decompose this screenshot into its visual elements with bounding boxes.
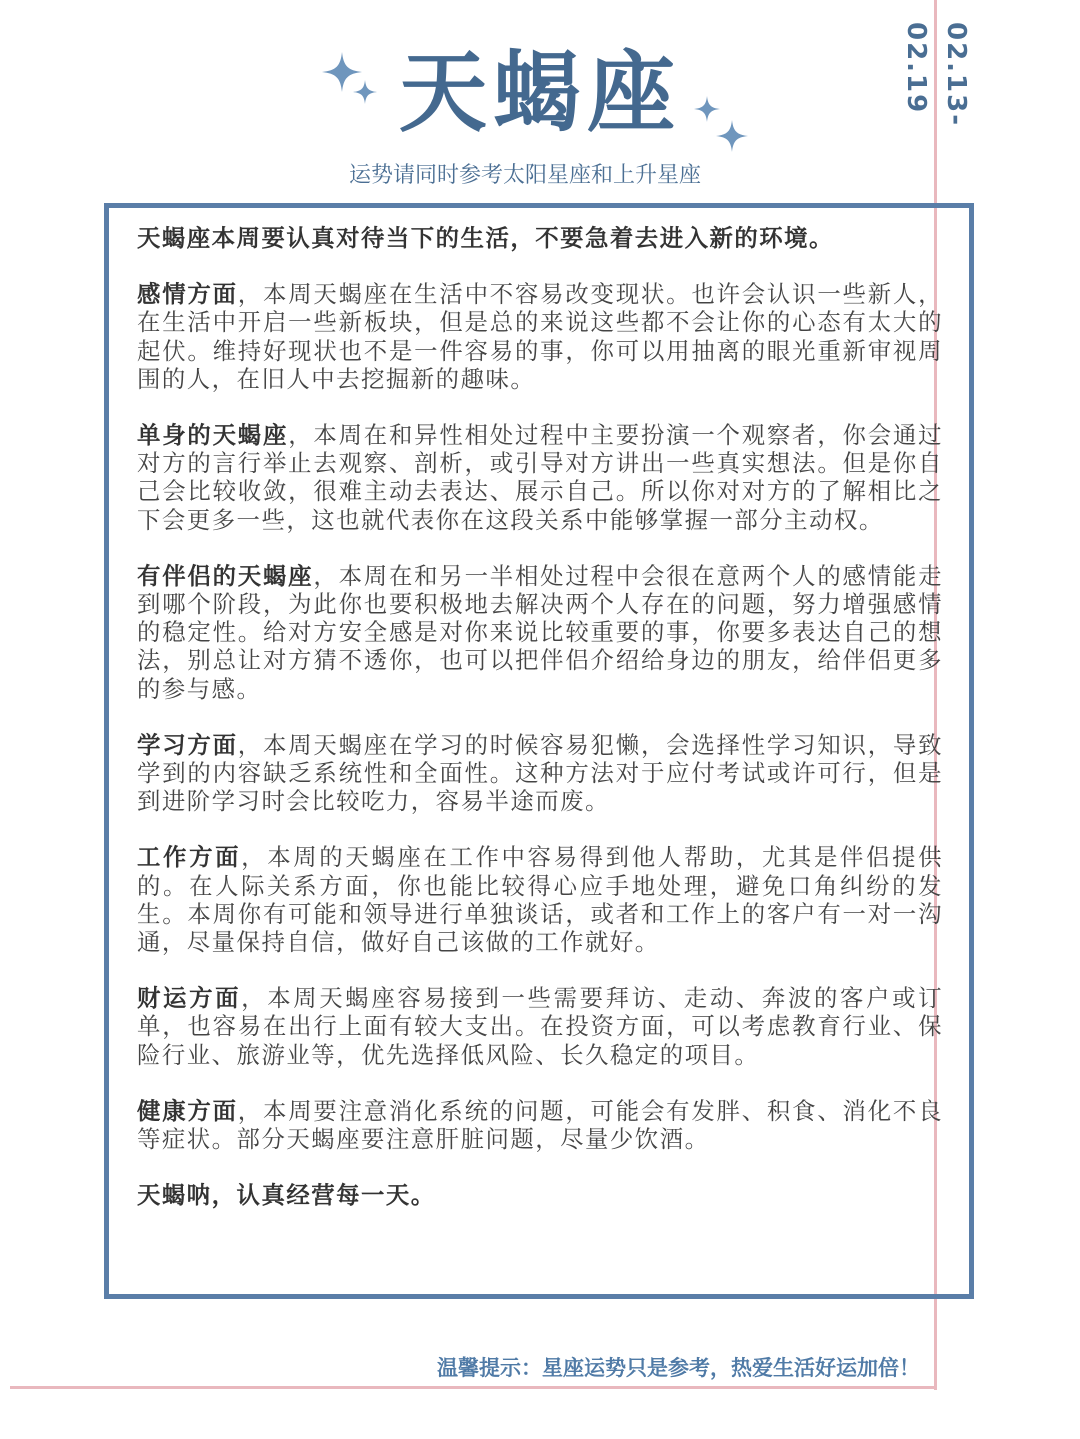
section-text: ，本周天蝎座在学习的时候容易犯懒，会选择性学习知识，导致学到的内容缺乏系统性和全面性。这种方法对于应付考试或许可行，但是到进阶学习时会比较吃力，容易半途而废。 <box>137 730 944 816</box>
section-lead: 工作方面 <box>137 843 242 872</box>
section-text: ，本周在和另一半相处过程中会很在意两个人的感情能走到哪个阶段，为此你也要积极地去解决两个人存在的问题，努力增强感情的稳定性。给对方安全感是对你来说比较重要的事，你要多表达自己的想法，别总让对方猜不透你，也可以把伴侣介绍给身边的朋友，给伴侣更多的参与感。 <box>137 561 944 703</box>
section-work <box>137 843 943 956</box>
section-wealth <box>137 984 943 1069</box>
section-text: ，本周要注意消化系统的问题，可能会有发胖、积食、消化不良等症状。部分天蝎座要注意肝脏问题，尽量少饮酒。 <box>137 1096 944 1154</box>
intro-line: 天蝎座本周要认真对待当下的生活，不要急着去进入新的环境。 <box>137 224 834 252</box>
date-range: 02.13-02.19 <box>901 22 971 128</box>
pink-horizontal-line <box>10 1386 937 1389</box>
section-lead: 感情方面 <box>137 280 238 309</box>
section-text: ，本周天蝎座容易接到一些需要拜访、走动、奔波的客户或订单，也容易在出行上面有较大支出。在投资方面，可以考虑教育行业、保险行业、旅游业等，优先选择低风险、长久稳定的项目。 <box>137 984 944 1069</box>
page-subtitle: 运势请同时参考太阳星座和上升星座 <box>348 163 701 188</box>
closing-line: 天蝎呐，认真经营每一天。 <box>137 1181 436 1210</box>
section-love <box>137 280 943 393</box>
page-title: 天蝎座 <box>398 41 681 144</box>
section-partnered <box>137 562 943 703</box>
horoscope-content-box <box>104 203 974 1299</box>
section-lead: 单身的天蝎座 <box>137 421 289 450</box>
section-text: ，本周在和异性相处过程中主要扮演一个观察者，你会通过对方的言行举止去观察、剖析，或引导对方讲出一些真实想法。但是你自己会比较收敛，很难主动去表达、展示自己。所以你对对方的了解相比之下会更多一些，这也就代表你在这段关系中能够掌握一部分主动权。 <box>137 421 944 534</box>
section-health <box>137 1097 943 1153</box>
section-lead: 健康方面 <box>137 1096 238 1125</box>
section-lead: 有伴侣的天蝎座 <box>137 561 314 590</box>
section-text: ，本周天蝎座在生活中不容易改变现状。也许会认识一些新人，在生活中开启一些新板块，但是总的来说这些都不会让你的心态有太大的起伏。维持好现状也不是一件容易的事，你可以用抽离的眼光重新审视周围的人，在旧人中去挖掘新的趣味。 <box>137 280 944 393</box>
section-single <box>137 421 943 534</box>
section-lead: 学习方面 <box>137 730 238 759</box>
section-study <box>137 731 943 816</box>
section-lead: 财运方面 <box>137 984 242 1013</box>
footer-tip: 温馨提示：星座运势只是参考，热爱生活好运加倍！ <box>437 1356 920 1380</box>
section-text: ，本周的天蝎座在工作中容易得到他人帮助，尤其是伴侣提供的。在人际关系方面，你也能比较得心应手地处理，避免口角纠纷的发生。本周你有可能和领导进行单独谈话，或者和工作上的客户有一对一沟通，尽量保持自信，做好自己该做的工作就好。 <box>137 843 944 957</box>
